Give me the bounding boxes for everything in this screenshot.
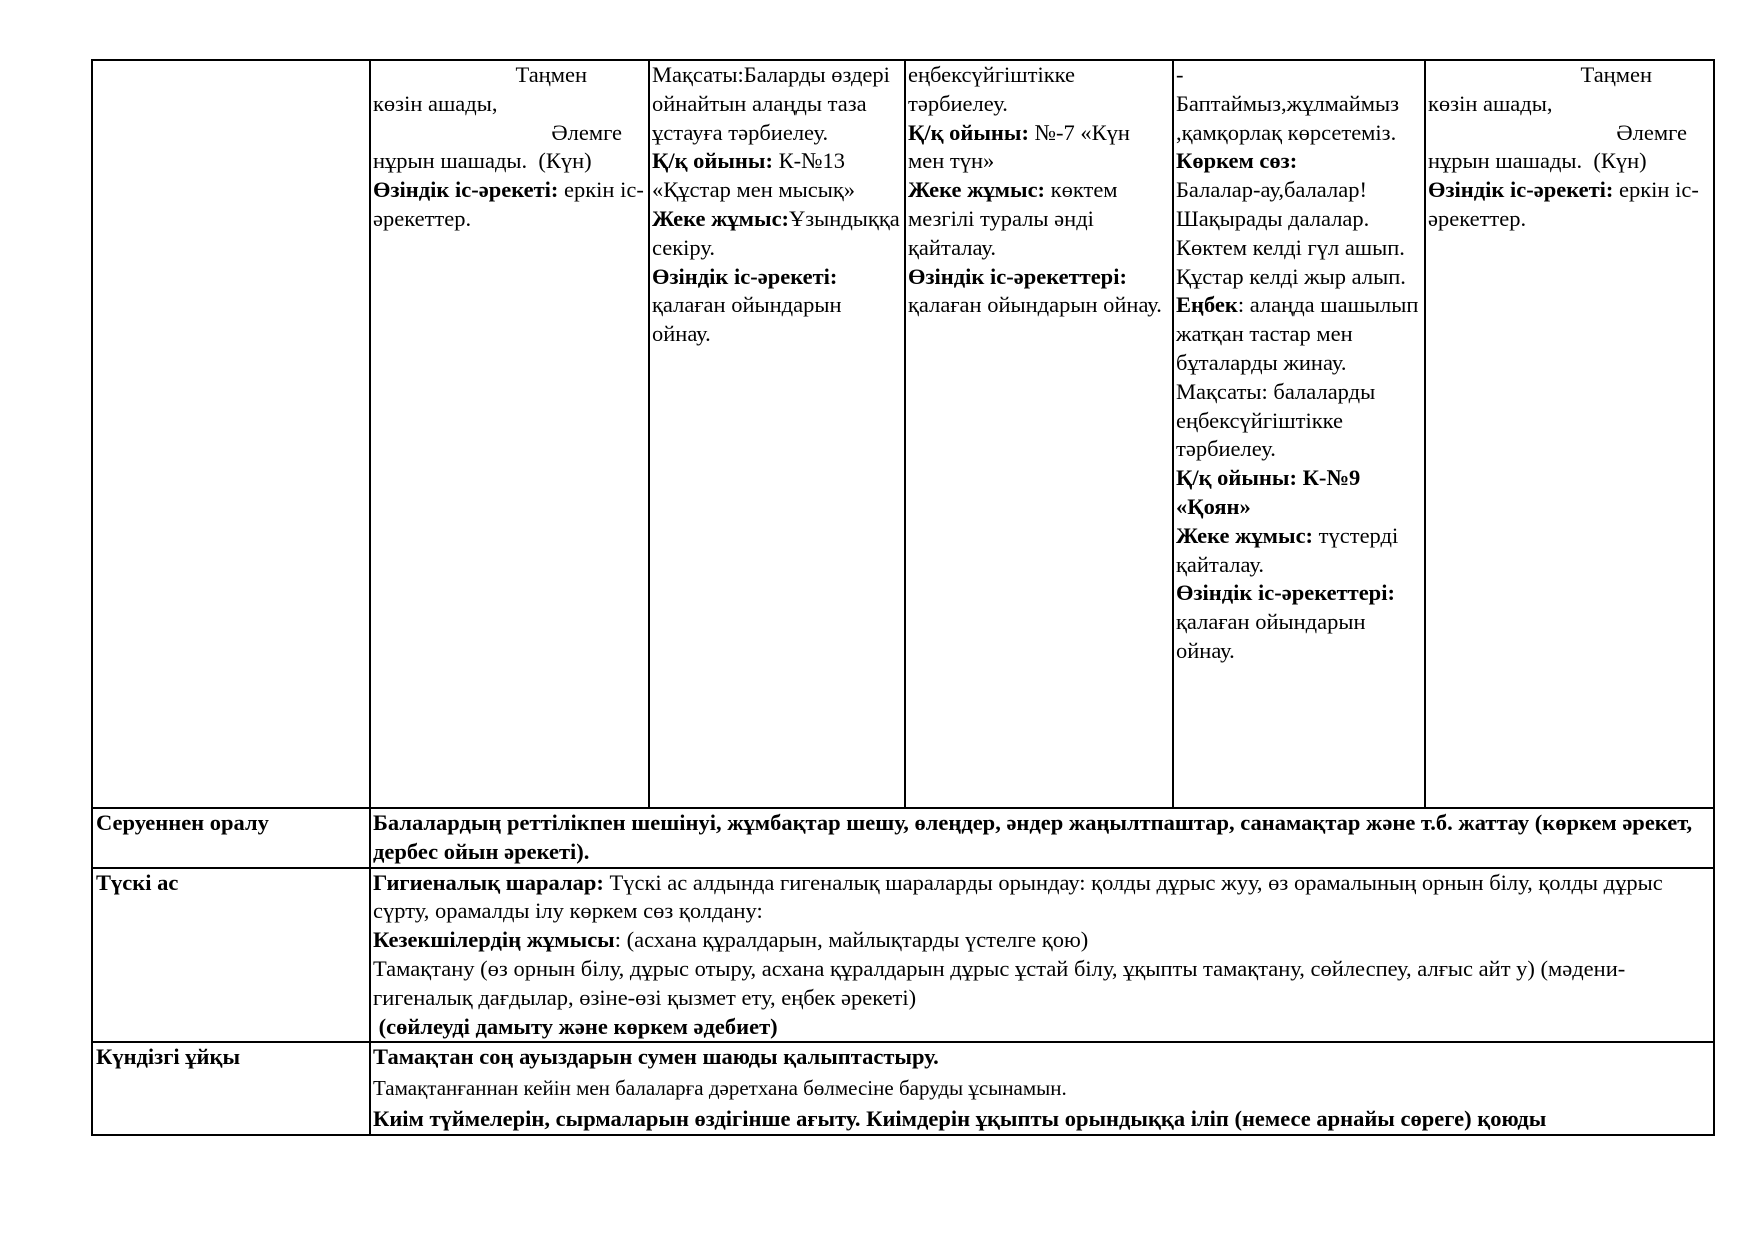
individual-work-label: Жеке жұмыс: bbox=[908, 177, 1046, 203]
self-activity-label: Өзіндік іс-әрекеті: bbox=[1428, 177, 1614, 203]
dash-mark: - bbox=[1176, 62, 1184, 87]
nap-line2: Тамақтанғаннан кейін мен балаларға дәретхана бөлмесіне баруды ұсынамын. bbox=[373, 1076, 1067, 1101]
self-activity bbox=[1176, 579, 1423, 665]
nap-line3: Киім түймелерін, сырмаларын өздігінше ағыту. Киімдерін ұқыпты орындыққа іліп (немесе арнайы сөреге) қоюды bbox=[373, 1105, 1547, 1131]
individual-work bbox=[908, 176, 1171, 262]
nap-label: Күндізгі ұйқы bbox=[92, 1042, 370, 1134]
walk-row-label-cell bbox=[92, 60, 370, 808]
riddle-line: Әлемге bbox=[551, 119, 622, 145]
return-from-walk-label: Серуеннен оралу bbox=[92, 808, 370, 868]
walk-activities-row bbox=[92, 60, 1714, 808]
self-activity-label: Өзіндік іс-әрекеті: bbox=[652, 263, 838, 289]
outdoor-game-text: К-№13 «Құстар мен мысық» bbox=[652, 148, 855, 203]
nap-line-bold bbox=[373, 1105, 1712, 1134]
outdoor-game-text: №-7 «Күн мен түн» bbox=[908, 119, 1130, 174]
return-from-walk-text: Балалардың реттілікпен шешінуі, жұмбақтар шешу, өлеңдер, әндер жаңылтпаштар, санамақтар және т.б. жаттау (көркем әрекет, дербес ойын әрекеті). bbox=[373, 810, 1693, 864]
walk-tuesday-cell bbox=[370, 60, 649, 808]
work-activity bbox=[1176, 291, 1423, 377]
development-text: (сөйлеуді дамыту және көркем әдебиет) bbox=[373, 1013, 778, 1039]
lunch-row bbox=[92, 868, 1714, 1043]
riddle-line: Таңмен bbox=[1580, 62, 1652, 87]
self-activity-text: еркін іс-әрекеттер. bbox=[1428, 177, 1699, 231]
individual-work-text: көктем мезгілі туралы әнді қайталау. bbox=[908, 177, 1118, 260]
riddle-line: көзін ашады, bbox=[373, 90, 498, 116]
outdoor-game-label: Қ/қ ойыны: К-№9 «Қоян» bbox=[1176, 465, 1361, 519]
self-activity-text: қалаған ойындарын ойнау. bbox=[652, 292, 842, 347]
nap-row bbox=[92, 1042, 1714, 1134]
return-from-walk-row bbox=[92, 808, 1714, 868]
riddle-line: көзін ашады, bbox=[1428, 90, 1553, 116]
riddle-line: Әлемге bbox=[1616, 119, 1687, 145]
individual-work-label: Жеке жұмыс: bbox=[1176, 522, 1314, 548]
self-activity-label: Өзіндік іс-әрекеті: bbox=[373, 177, 559, 203]
lunch-label: Түскі ас bbox=[92, 868, 370, 1043]
self-activity bbox=[1428, 176, 1712, 234]
outdoor-game bbox=[652, 147, 903, 205]
outdoor-game-label: Қ/қ ойыны: bbox=[908, 119, 1029, 145]
return-from-walk-content bbox=[370, 808, 1714, 868]
self-activity-text: қалаған ойындарын ойнау. bbox=[908, 292, 1162, 318]
self-activity-label: Өзіндік іс-әрекеттері: bbox=[1176, 580, 1395, 606]
work-text: : алаңда шашылып жатқан тастар мен бұталарды жинау. bbox=[1176, 292, 1419, 375]
walk-friday-cell bbox=[1173, 60, 1425, 808]
self-activity bbox=[373, 176, 647, 234]
poem-line: Шақырады далалар. bbox=[1176, 205, 1370, 231]
duty-text: : (асхана құралдарын, майлықтарды үстелге қою) bbox=[614, 927, 1089, 953]
hygiene-text: Түскі ас алдында гигеналық шараларды орындау: қолды дұрыс жуу, өз орамалының орнын білу, қолды дұрыс сүрту, орамалды ілу көркем сөз қолдану: bbox=[373, 869, 1663, 924]
individual-work-label: Жеке жұмыс: bbox=[652, 205, 790, 231]
poem-label bbox=[1176, 147, 1423, 176]
intro-text: еңбексүйгіштікке тәрбиелеу. bbox=[908, 62, 1075, 116]
individual-work-text: Ұзындыққа секіру. bbox=[652, 205, 900, 260]
goal-text: Мақсаты:Баларды өздері ойнайтын алаңды таза ұстауға тәрбиелеу. bbox=[652, 62, 890, 145]
riddle-line: нұрын шашады. (Күн) bbox=[1428, 148, 1647, 174]
individual-work bbox=[652, 205, 903, 263]
hygiene-label: Гигиеналық шаралар: bbox=[373, 869, 604, 895]
self-activity bbox=[908, 263, 1171, 321]
intro-text: Баптаймыз,жұлмаймыз ,қамқорлақ көрсетеміз. bbox=[1176, 90, 1400, 145]
outdoor-game-label: Қ/қ ойыны: bbox=[652, 148, 773, 174]
walk-thursday-cell bbox=[905, 60, 1173, 808]
self-activity-text: қалаған ойындарын ойнау. bbox=[1176, 609, 1366, 663]
development-note bbox=[373, 1013, 1712, 1042]
poem-label-text: Көркем сөз: bbox=[1176, 148, 1298, 174]
goal-text: Мақсаты: балаларды еңбексүйгіштікке тәрбиелеу. bbox=[1176, 378, 1376, 462]
individual-work-text: түстерді қайталау. bbox=[1176, 522, 1399, 577]
walk-saturday-cell bbox=[1425, 60, 1714, 808]
self-activity-label: Өзіндік іс-әрекеттері: bbox=[908, 263, 1127, 289]
poem-line: Көктем келді гүл ашып. bbox=[1176, 234, 1405, 260]
nap-line1: Тамақтан соң ауыздарын сумен шаюды қалыптастыру. bbox=[373, 1044, 939, 1070]
self-activity-text: еркін іс-әрекеттер. bbox=[373, 177, 644, 231]
lunch-content bbox=[370, 868, 1714, 1043]
nap-line-bold bbox=[373, 1043, 1712, 1072]
riddle-line: нұрын шашады. (Күн) bbox=[373, 148, 592, 174]
walk-wednesday-cell bbox=[649, 60, 905, 808]
outdoor-game bbox=[1176, 464, 1423, 522]
daily-schedule-table bbox=[91, 59, 1715, 1136]
nap-content bbox=[370, 1042, 1714, 1134]
duty-work bbox=[373, 926, 1712, 955]
riddle-line: Таңмен bbox=[515, 62, 587, 87]
poem-line: Балалар-ау,балалар! bbox=[1176, 177, 1367, 203]
individual-work bbox=[1176, 522, 1423, 580]
hygiene-measures bbox=[373, 869, 1712, 927]
poem-line: Құстар келді жыр алып. bbox=[1176, 263, 1406, 289]
eating-text: Тамақтану (өз орнын білу, дұрыс отыру, асхана құралдарын дұрыс ұстай білу, ұқыпты тамақтану, сөйлеспеу, алғыс айт у) (мәдени-гигеналық дағдылар, өзіне-өзі қызмет ету, еңбек әрекеті) bbox=[373, 955, 1626, 1010]
outdoor-game bbox=[908, 119, 1171, 177]
duty-label: Кезекшілердің жұмысы bbox=[373, 927, 615, 953]
work-label: Еңбек bbox=[1176, 292, 1238, 318]
self-activity bbox=[652, 263, 903, 349]
